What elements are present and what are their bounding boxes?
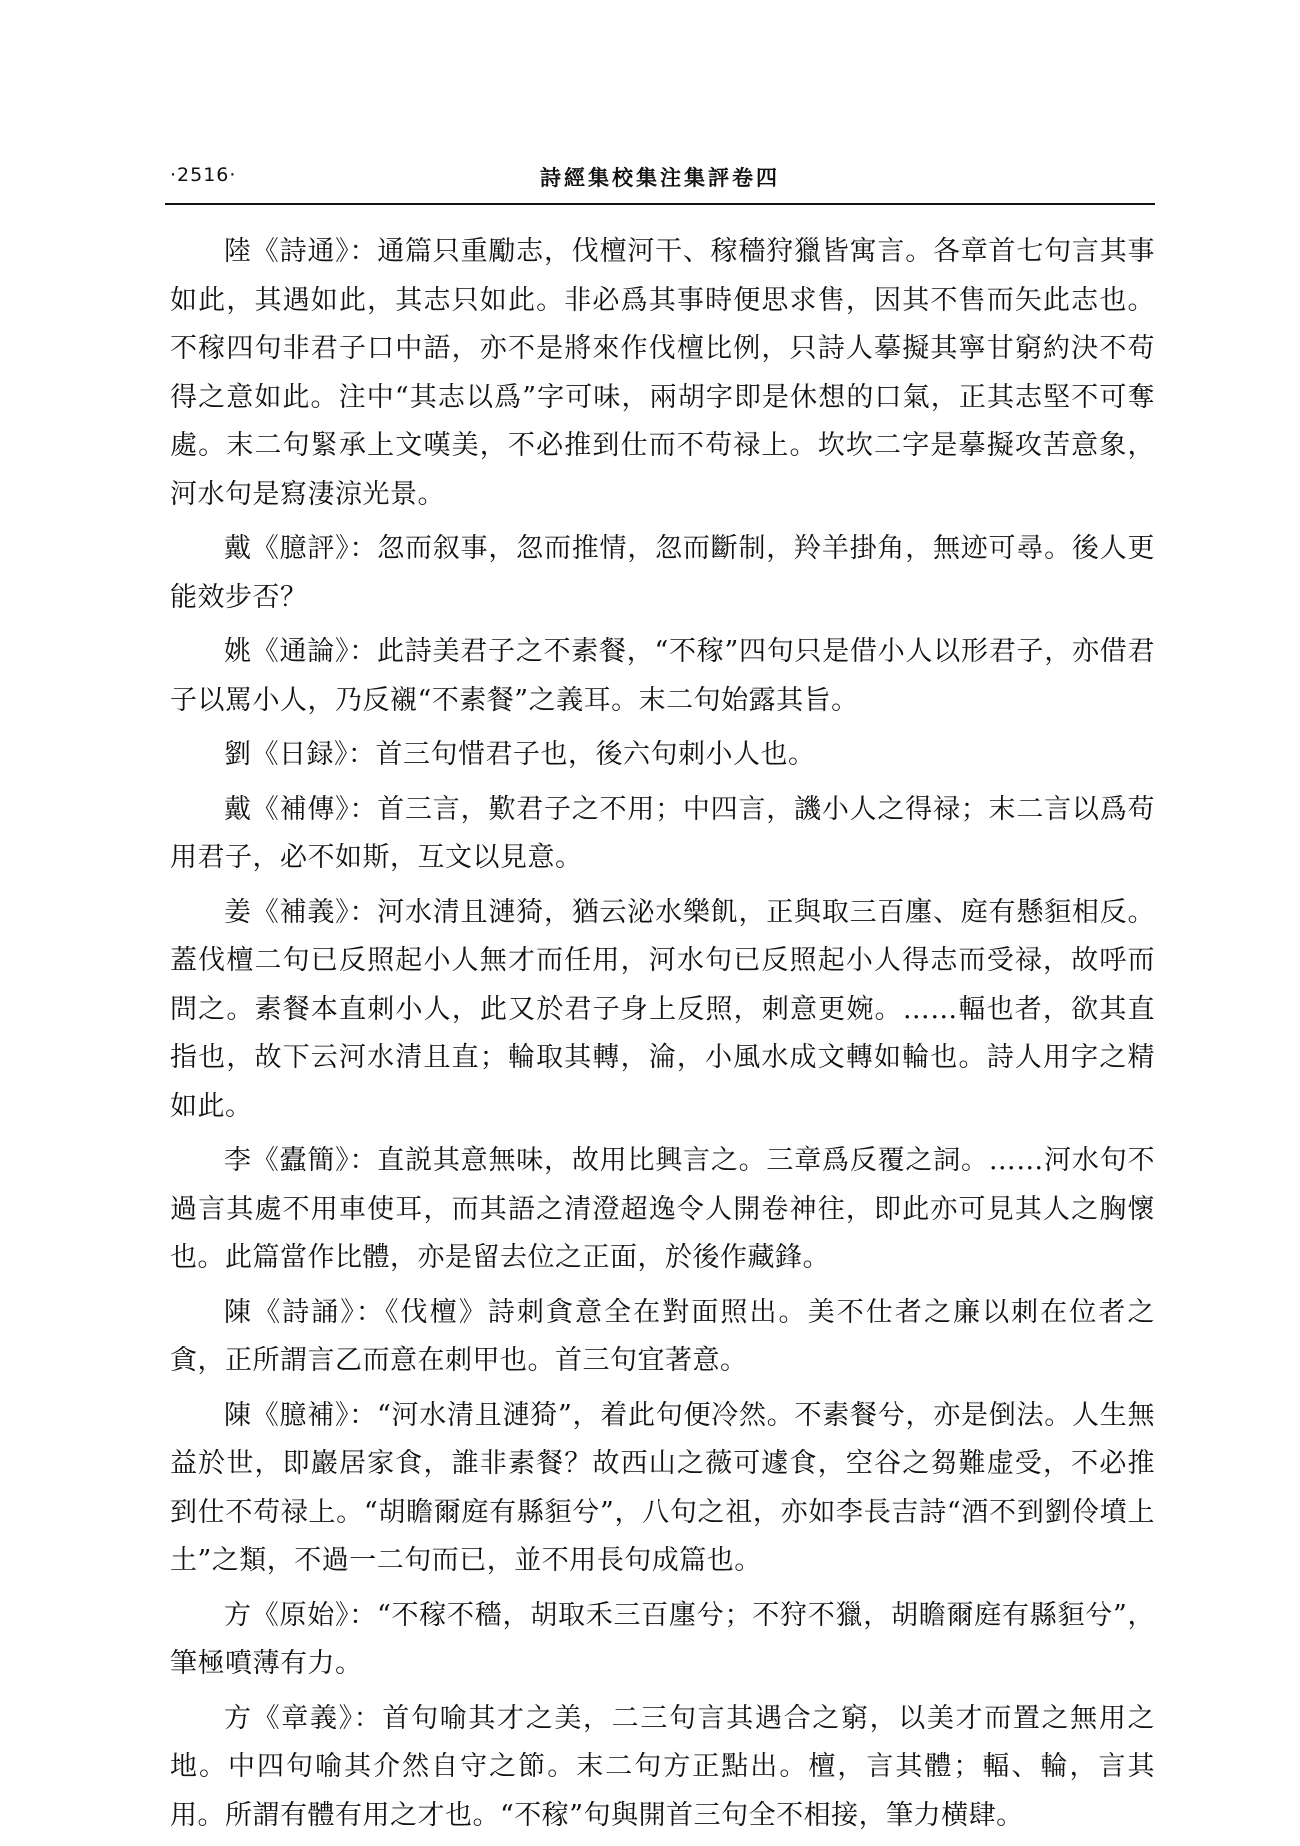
page-header: [165, 160, 1155, 190]
commentary-paragraph: 戴《補傳》：首三言，歎君子之不用；中四言，譏小人之得禄；末二言以爲苟用君子，必不如斯，互文以見意。: [170, 793, 1155, 873]
commentary-paragraph: 姜《補義》：河水清且漣猗，猶云泌水樂飢，正與取三百廛、庭有懸貆相反。蓋伐檀二句已反照起小人無才而任用，河水句已反照起小人得志而受禄，故呼而問之。素餐本直刺小人，此又於君子身上反照，刺意更婉。……輻也者，欲其直指也，故下云河水清且直；輪取其轉，淪，小風水成文轉如輪也。詩人用字之精如此。: [170, 896, 1155, 1122]
commentary-paragraph: 李《蠹簡》：直説其意無味，故用比興言之。三章爲反覆之詞。……河水句不過言其處不用車使耳，而其語之清澄超逸令人開卷神往，即此亦可見其人之胸懷也。此篇當作比體，亦是留去位之正面，於後作藏鋒。: [170, 1145, 1155, 1273]
header-rule: [165, 203, 1155, 205]
commentary-paragraph: 姚《通論》：此詩美君子之不素餐，“不稼”四句只是借小人以形君子，亦借君子以罵小人，乃反襯“不素餐”之義耳。末二句始露其旨。: [170, 636, 1155, 716]
page-number: ·2516·: [170, 164, 237, 186]
commentary-paragraph: 劉《日録》：首三句惜君子也，後六句刺小人也。: [224, 739, 816, 770]
commentary-paragraph: 戴《臆評》：忽而叙事，忽而推情，忽而斷制，羚羊掛角，無迹可尋。後人更能效步否？: [170, 533, 1155, 613]
commentary-paragraph: 陳《詩誦》：《伐檀》詩刺貪意全在對面照出。美不仕者之廉以刺在位者之貪，正所謂言乙而意在刺甲也。首三句宜著意。: [170, 1296, 1155, 1376]
main-text: [170, 228, 1155, 1846]
commentary-paragraph: 方《章義》：首句喻其才之美，二三句言其遇合之窮，以美才而置之無用之地。中四句喻其介然自守之節。末二句方正點出。檀，言其體；輻、輪，言其用。所謂有體有用之才也。“不稼”句與開首三句全不相接，筆力横肆。: [170, 1702, 1155, 1831]
commentary-paragraph: 陳《臆補》：“河水清且漣猗”，着此句便冷然。不素餐兮，亦是倒法。人生無益於世，即巖居家食，誰非素餐？故西山之薇可遽食，空谷之芻難虚受，不必推到仕不苟禄上。“胡瞻爾庭有縣貆兮”，八句之祖，亦如李長吉詩“酒不到劉伶墳上土”之類，不過一二句而已，並不用長句成篇也。: [170, 1399, 1155, 1576]
commentary-paragraph: 陸《詩通》：通篇只重勵志，伐檀河干、稼穡狩獵皆寓言。各章首七句言其事如此，其遇如此，其志只如此。非必爲其事時便思求售，因其不售而矢此志也。不稼四句非君子口中語，亦不是將來作伐檀比例，只詩人摹擬其寧甘窮約決不苟得之意如此。注中“其志以爲”字可味，兩胡字即是休想的口氣，正其志堅不可奪處。末二句緊承上文嘆美，不必推到仕而不苟禄上。坎坎二字是摹擬攻苦意象，河水句是寫淒涼光景。: [170, 236, 1155, 510]
commentary-paragraph: 方《原始》：“不稼不穡，胡取禾三百廛兮；不狩不獵，胡瞻爾庭有縣貆兮”，筆極噴薄有力。: [170, 1599, 1155, 1679]
running-title: 詩經集校集注集評卷四: [540, 166, 780, 190]
